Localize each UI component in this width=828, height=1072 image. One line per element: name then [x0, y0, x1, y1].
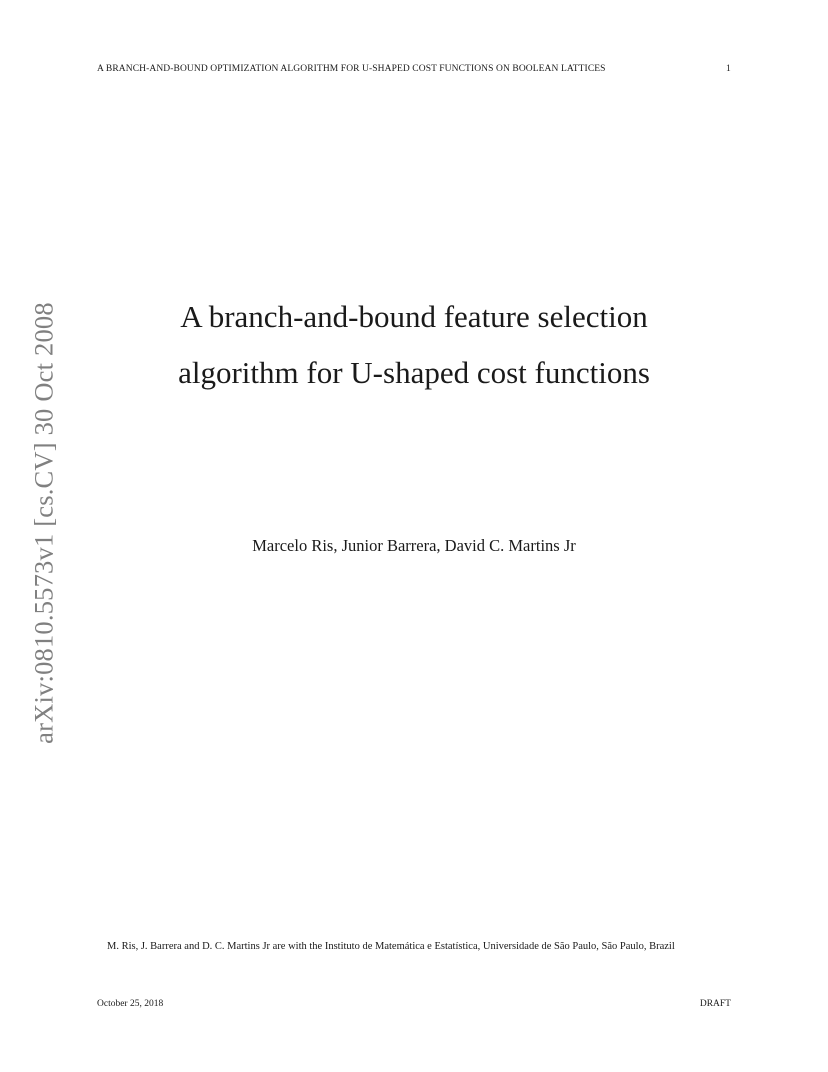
paper-title-line: A branch-and-bound feature selection — [180, 299, 648, 334]
author-list: Marcelo Ris, Junior Barrera, David C. Martins Jr — [252, 536, 576, 555]
paper-title — [0, 289, 828, 401]
arxiv-identifier-stamp: arXiv:0810.5573v1 [cs.CV] 30 Oct 2008 — [28, 302, 59, 744]
paper-title-line: algorithm for U-shaped cost functions — [178, 355, 650, 390]
footer-date: October 25, 2018 — [97, 999, 164, 1009]
footer-draft-label: DRAFT — [699, 999, 731, 1009]
running-header: A BRANCH-AND-BOUND OPTIMIZATION ALGORITHM FOR U-SHAPED COST FUNCTIONS ON BOOLEAN LATTICES — [97, 64, 606, 74]
affiliation-footnote: M. Ris, J. Barrera and D. C. Martins Jr are with the Instituto de Matemática e Estatística, Universidade de São Paulo, São Paulo, Brazil — [107, 941, 675, 952]
page-number: 1 — [726, 64, 731, 74]
